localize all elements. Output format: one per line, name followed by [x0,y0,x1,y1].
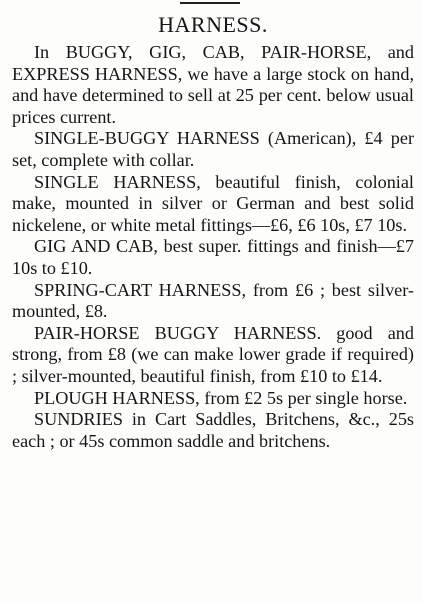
pair-horse-buggy-harness-paragraph: PAIR-HORSE BUGGY HARNESS. good and strong, from £8 (we can make lower grade if required) ; silver-mounted, beautiful finish, from £10 to £14. [12,322,414,386]
article-title: HARNESS. [158,12,268,37]
plough-harness-paragraph: PLOUGH HARNESS, from £2 5s per single horse. [34,387,408,408]
spring-cart-harness-paragraph: SPRING-CART HARNESS, from £6 ; best silver-mounted, £8. [12,279,414,322]
harness-advertisement [12,12,414,452]
single-buggy-harness-paragraph: SINGLE-BUGGY HARNESS (American), £4 per set, complete with collar. [12,128,414,170]
top-rule [180,2,240,4]
gig-and-cab-paragraph: GIG AND CAB, best super. fittings and finish—£7 10s to £10. [12,236,414,278]
single-harness-paragraph: SINGLE HARNESS, beautiful finish, colonial make, mounted in silver or German and best solid nickelene, or white metal fittings—£6, £6 10s, £7 10s. [12,171,414,235]
sundries-paragraph: SUNDRIES in Cart Saddles, Britchens, &c., 25s each ; or 45s common saddle and britchens. [12,409,414,451]
intro-paragraph: In BUGGY, GIG, CAB, PAIR-HORSE, and EXPRESS HARNESS, we have a large stock on hand, and have determined to sell at 25 per cent. below usual prices current. [12,42,414,127]
